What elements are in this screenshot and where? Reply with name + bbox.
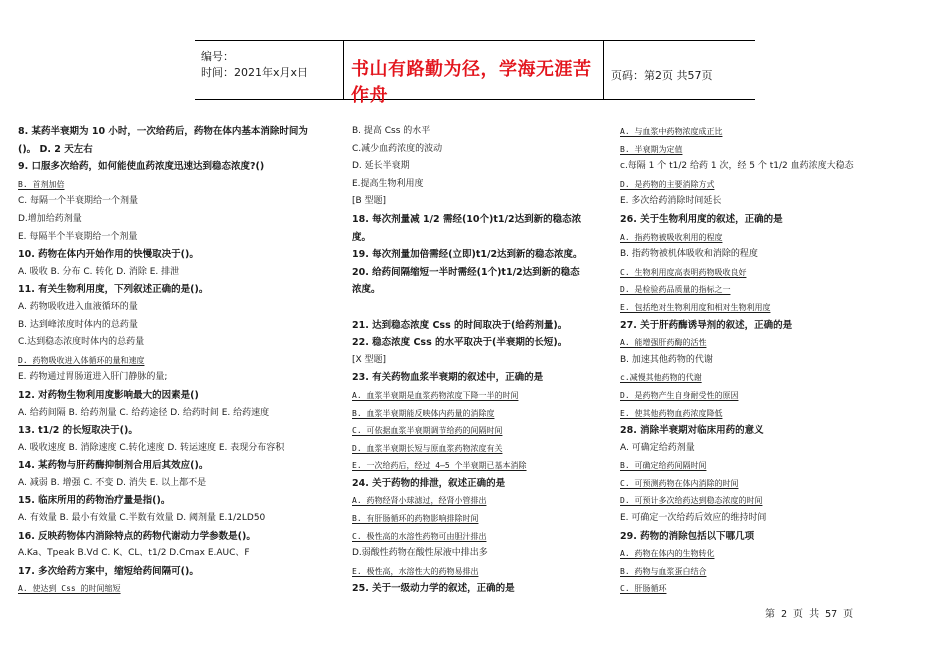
question-line: 10. 药物在体内开始作用的快慢取决于()。 (18, 249, 199, 261)
question-line: 16. 反映药物体内消除特点的药物代谢动力学参数是()。 (18, 530, 256, 542)
answer-line: D. 延长半衰期 (352, 161, 410, 172)
answer-line: A. 有效量 B. 最小有效量 C.半数有效量 D. 阈剂量 E.1/2LD50 (18, 513, 266, 524)
question-line: ()。 D. 2 天左右 (18, 143, 93, 155)
blank-line (352, 299, 614, 317)
answer-line: C. 可依据血浆半衰期调节给药的间隔时间 (352, 426, 503, 436)
answer-line: B. 达到峰浓度时体内的总药量 (18, 319, 138, 330)
answer-line: B. 半衰期为定值 (620, 144, 683, 154)
answer-line: C.减少血药浓度的波动 (352, 143, 443, 154)
text-column-middle (352, 123, 614, 598)
question-line: 23. 有关药物血浆半衰期的叙述中，正确的是 (352, 372, 544, 384)
answer-line: C. 肝肠循环 (620, 584, 667, 594)
answer-line: A. 吸收 B. 分布 C. 转化 D. 消除 E. 排泄 (18, 266, 180, 277)
question-line: 13. t1/2 的长短取决于()。 (18, 425, 138, 437)
answer-line: A. 使达到 Css 的时间缩短 (18, 584, 121, 594)
answer-line: A. 减弱 B. 增强 C. 不变 D. 消失 E. 以上都不是 (18, 477, 207, 488)
serial-label: 编号： (201, 50, 234, 63)
question-line: 25. 关于一级动力学的叙述，正确的是 (352, 583, 515, 595)
answer-line: E. 包括绝对生物利用度和相对生物利用度 (620, 302, 771, 312)
answer-line: A. 可确定给药剂量 (620, 442, 695, 453)
question-line: 浓度。 (352, 284, 381, 296)
answer-line: D. 血浆半衰期长短与原血浆药物浓度有关 (352, 443, 503, 453)
answer-line: D. 是检验药品质量的指标之一 (620, 285, 731, 295)
question-line: 11. 有关生物利用度，下列叙述正确的是()。 (18, 284, 209, 296)
answer-line: D.增加给药剂量 (18, 213, 82, 224)
answer-line: E.提高生物利用度 (352, 178, 424, 189)
answer-line: D. 是药物产生自身耐受性的原因 (620, 390, 739, 400)
answer-line: c.减慢其他药物的代谢 (620, 373, 702, 383)
question-line: 26. 关于生物利用度的叙述，正确的是 (620, 213, 783, 225)
answer-line: C. 极性高的水溶性药物可由胆汁排出 (352, 531, 487, 541)
answer-line: A. 与血浆中药物浓度成正比 (620, 127, 723, 136)
answer-line: A. 血浆半衰期是血浆药物浓度下降一半的时间 (352, 390, 519, 400)
header-motto: 书山有路勤为径，学海无涯苦作舟 (351, 59, 592, 106)
question-line: 28. 消除半衰期对临床用药的意义 (620, 425, 764, 437)
answer-line: A. 能增强肝药酶的活性 (620, 338, 707, 348)
answer-line: B. 提高 Css 的水平 (352, 126, 431, 136)
header-divider (343, 41, 344, 99)
answer-line: E. 使其他药物血药浓度降低 (620, 408, 723, 418)
answer-line: B. 血浆半衰期能反映体内药量的消除度 (352, 408, 495, 418)
answer-line: D. 是药物的主要消除方式 (620, 179, 715, 189)
answer-line: E. 可确定一次给药后效应的维持时间 (620, 513, 767, 524)
answer-line: A. 给药间隔 B. 给药剂量 C. 给药途径 D. 给药时间 E. 给药速度 (18, 407, 270, 418)
question-line: 14. 某药物与肝药酶抑制剂合用后其效应()。 (18, 460, 209, 472)
answer-line: A. 吸收速度 B. 消除速度 C.转化速度 D. 转运速度 E. 表现分布容积 (18, 442, 285, 453)
answer-line: c.每隔 1 个 t1/2 给药 1 次，经 5 个 t1/2 血药浓度大稳态 (620, 161, 854, 172)
answer-line: E. 一次给药后，经过 4—5 个半衰期已基本消除 (352, 461, 527, 471)
answer-line: B. 指药物被机体吸收和消除的程度 (620, 249, 758, 260)
answer-line: E. 极性高，水溶性大的药物易排出 (352, 566, 479, 576)
answer-line: A. 药物吸收进入血液循环的量 (18, 301, 138, 312)
question-line: 17. 多次给药方案中，缩短给药间隔可()。 (18, 565, 199, 577)
answer-line: B. 药物与血浆蛋白结合 (620, 566, 707, 576)
header-meta (201, 49, 308, 81)
question-line: 19. 每次剂量加倍需经(立即)t1/2达到新的稳态浓度。 (352, 249, 583, 261)
question-line: 29. 药物的消除包括以下哪几项 (620, 530, 755, 542)
answer-line: E. 多次给药消除时间延长 (620, 196, 722, 207)
question-line: 22. 稳态浓度 Css 的水平取决于(半衰期的长短)。 (352, 337, 568, 349)
answer-line: D.弱酸性药物在酸性尿液中排出多 (352, 548, 488, 559)
answer-line: A. 指药物被吸收利用的程度 (620, 232, 723, 242)
question-line: 15. 临床所用的药物治疗量是指()。 (18, 495, 171, 507)
answer-line: A. 药物经肾小球滤过，经肾小管排出 (352, 496, 487, 506)
text-column-left (18, 123, 340, 598)
page-footer: 第 2 页 共 57 页 (765, 609, 854, 620)
question-line: 20. 给药间隔缩短一半时需经(1个)t1/2达到新的稳态 (352, 266, 580, 278)
question-line: 12. 对药物生物利用度影响最大的因素是() (18, 389, 199, 401)
question-line: 27. 关于肝药酶诱导剂的叙述，正确的是 (620, 319, 793, 331)
answer-line: [B 型题] (352, 196, 387, 207)
time-label: 时间：2021年x月x日 (201, 66, 309, 79)
answer-line: [X 型题] (352, 354, 387, 365)
question-line: 24. 关于药物的排泄，叙述正确的是 (352, 477, 506, 489)
question-line: 21. 达到稳态浓度 Css 的时间取决于(给药剂量)。 (352, 319, 568, 331)
answer-line: A.Ka、Tpeak B.Vd C. K、CL、t1/2 D.Cmax E.AUC、F (18, 548, 250, 559)
text-column-right (620, 123, 940, 598)
answer-line: A. 药物在体内的生物转化 (620, 549, 715, 559)
header-page-label: 页码：第2页 共57页 (611, 69, 713, 82)
question-line: 18. 每次剂量减 1/2 需经(10个)t1/2达到新的稳态浓 (352, 213, 582, 225)
answer-line: C.达到稳态浓度时体内的总药量 (18, 337, 145, 348)
question-line: 度。 (352, 231, 372, 243)
answer-line: C. 可预测药物在体内消除的时间 (620, 478, 739, 488)
answer-line: C. 生物利用度高表明药物吸收良好 (620, 267, 747, 277)
answer-line: D. 药物吸收进入体循环的量和速度 (18, 355, 145, 365)
answer-line: E. 药物通过胃肠道进入肝门静脉的量; (18, 372, 168, 383)
header-divider (603, 41, 604, 99)
question-line: 8. 某药半衰期为 10 小时，一次给药后，药物在体内基本消除时间为 (18, 126, 308, 137)
page-header (195, 40, 755, 106)
answer-line: B. 加速其他药物的代谢 (620, 354, 713, 365)
answer-line: B. 首剂加倍 (18, 179, 65, 189)
answer-line: B. 可确定给药间隔时间 (620, 461, 707, 471)
answer-line: B. 有肝肠循环的药物影响排除时间 (352, 514, 479, 524)
answer-line: D. 可预计多次给药达到稳态浓度的时间 (620, 496, 763, 506)
question-line: 9. 口服多次给药，如何能使血药浓度迅速达到稳态浓度?() (18, 161, 265, 173)
answer-line: C. 每隔一个半衰期给一个剂量 (18, 196, 139, 207)
answer-line: E. 每隔半个半衰期给一个剂量 (18, 231, 138, 242)
